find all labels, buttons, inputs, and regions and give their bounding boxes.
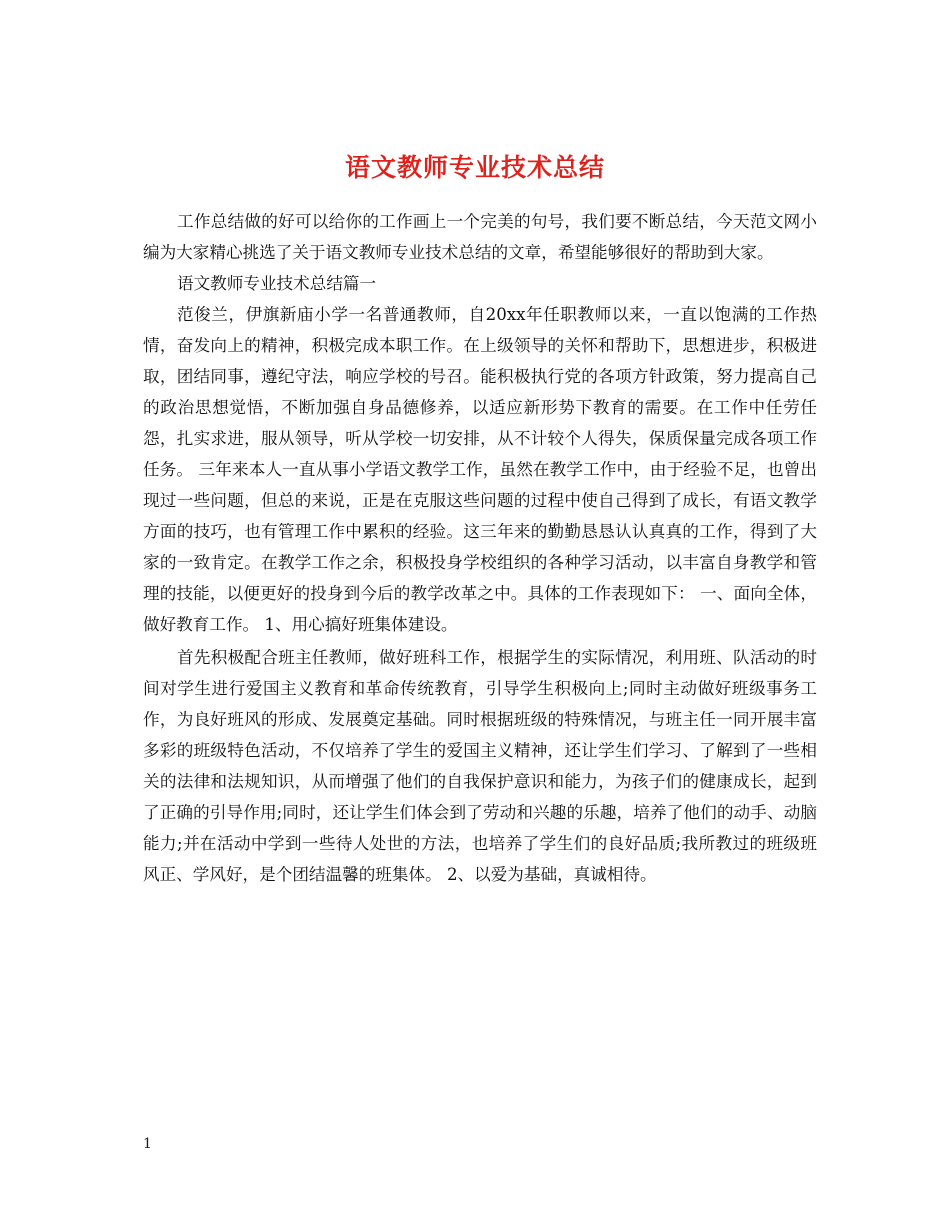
body-paragraph: 范俊兰，伊旗新庙小学一名普通教师，自20xx年任职教师以来，一直以饱满的工作热情，奋发向上的精神，积极完成本职工作。在上级领导的关怀和帮助下，思想进步，积极进取，团结同事，遵纪守法，响应学校的号召。能积极执行党的各项方针政策，努力提高自己的政治思想觉悟，不断加强自身品德修养，以适应新形势下教育的需要。在工作中任劳任怨，扎实求进，服从领导，听从学校一切安排，从不计较个人得失，保质保量完成各项工作任务。 三年来本人一直从事小学语文教学工作，虽然在教学工作中，由于经验不足，也曾出现过一些问题，但总的来说，正是在克服这些问题的过程中使自己得到了成长，有语文教学方面的技巧，也有管理工作中累积的经验。这三年来的勤勤恳恳认认真真的工作，得到了大家的一致肯定。在教学工作之余，积极投身学校组织的各种学习活动，以丰富自身教学和管理的技能，以便更好的投身到今后的教学改革之中。具体的工作表现如下： 一、面向全体，做好教育工作。 1、用心搞好班集体建设。: [143, 305, 817, 634]
intro-paragraph: 工作总结做的好可以给你的工作画上一个完美的句号，我们要不断总结，今天范文网小编为大家精心挑选了关于语文教师专业技术总结的文章，希望能够很好的帮助到大家。: [143, 212, 817, 262]
page-number: 1: [143, 1136, 152, 1152]
section-heading: 语文教师专业技术总结篇一: [177, 274, 377, 293]
document-body: [143, 206, 817, 890]
document-title: 语文教师专业技术总结: [344, 152, 605, 182]
body-paragraph: 首先积极配合班主任教师，做好班科工作，根据学生的实际情况，利用班、队活动的时间对学生进行爱国主义教育和革命传统教育，引导学生积极向上;同时主动做好班级事务工作，为良好班风的形成、发展奠定基础。同时根据班级的特殊情况，与班主任一同开展丰富多彩的班级特色活动，不仅培养了学生的爱国主义精神，还让学生们学习、了解到了一些相关的法律和法规知识，从而增强了他们的自我保护意识和能力，为孩子们的健康成长，起到了正确的引导作用;同时，还让学生们体会到了劳动和兴趣的乐趣，培养了他们的动手、动脑能力;并在活动中学到一些待人处世的方法，也培养了学生们的良好品质;我所教过的班级班风正、学风好，是个团结温馨的班集体。 2、以爱为基础，真诚相待。: [143, 647, 817, 884]
